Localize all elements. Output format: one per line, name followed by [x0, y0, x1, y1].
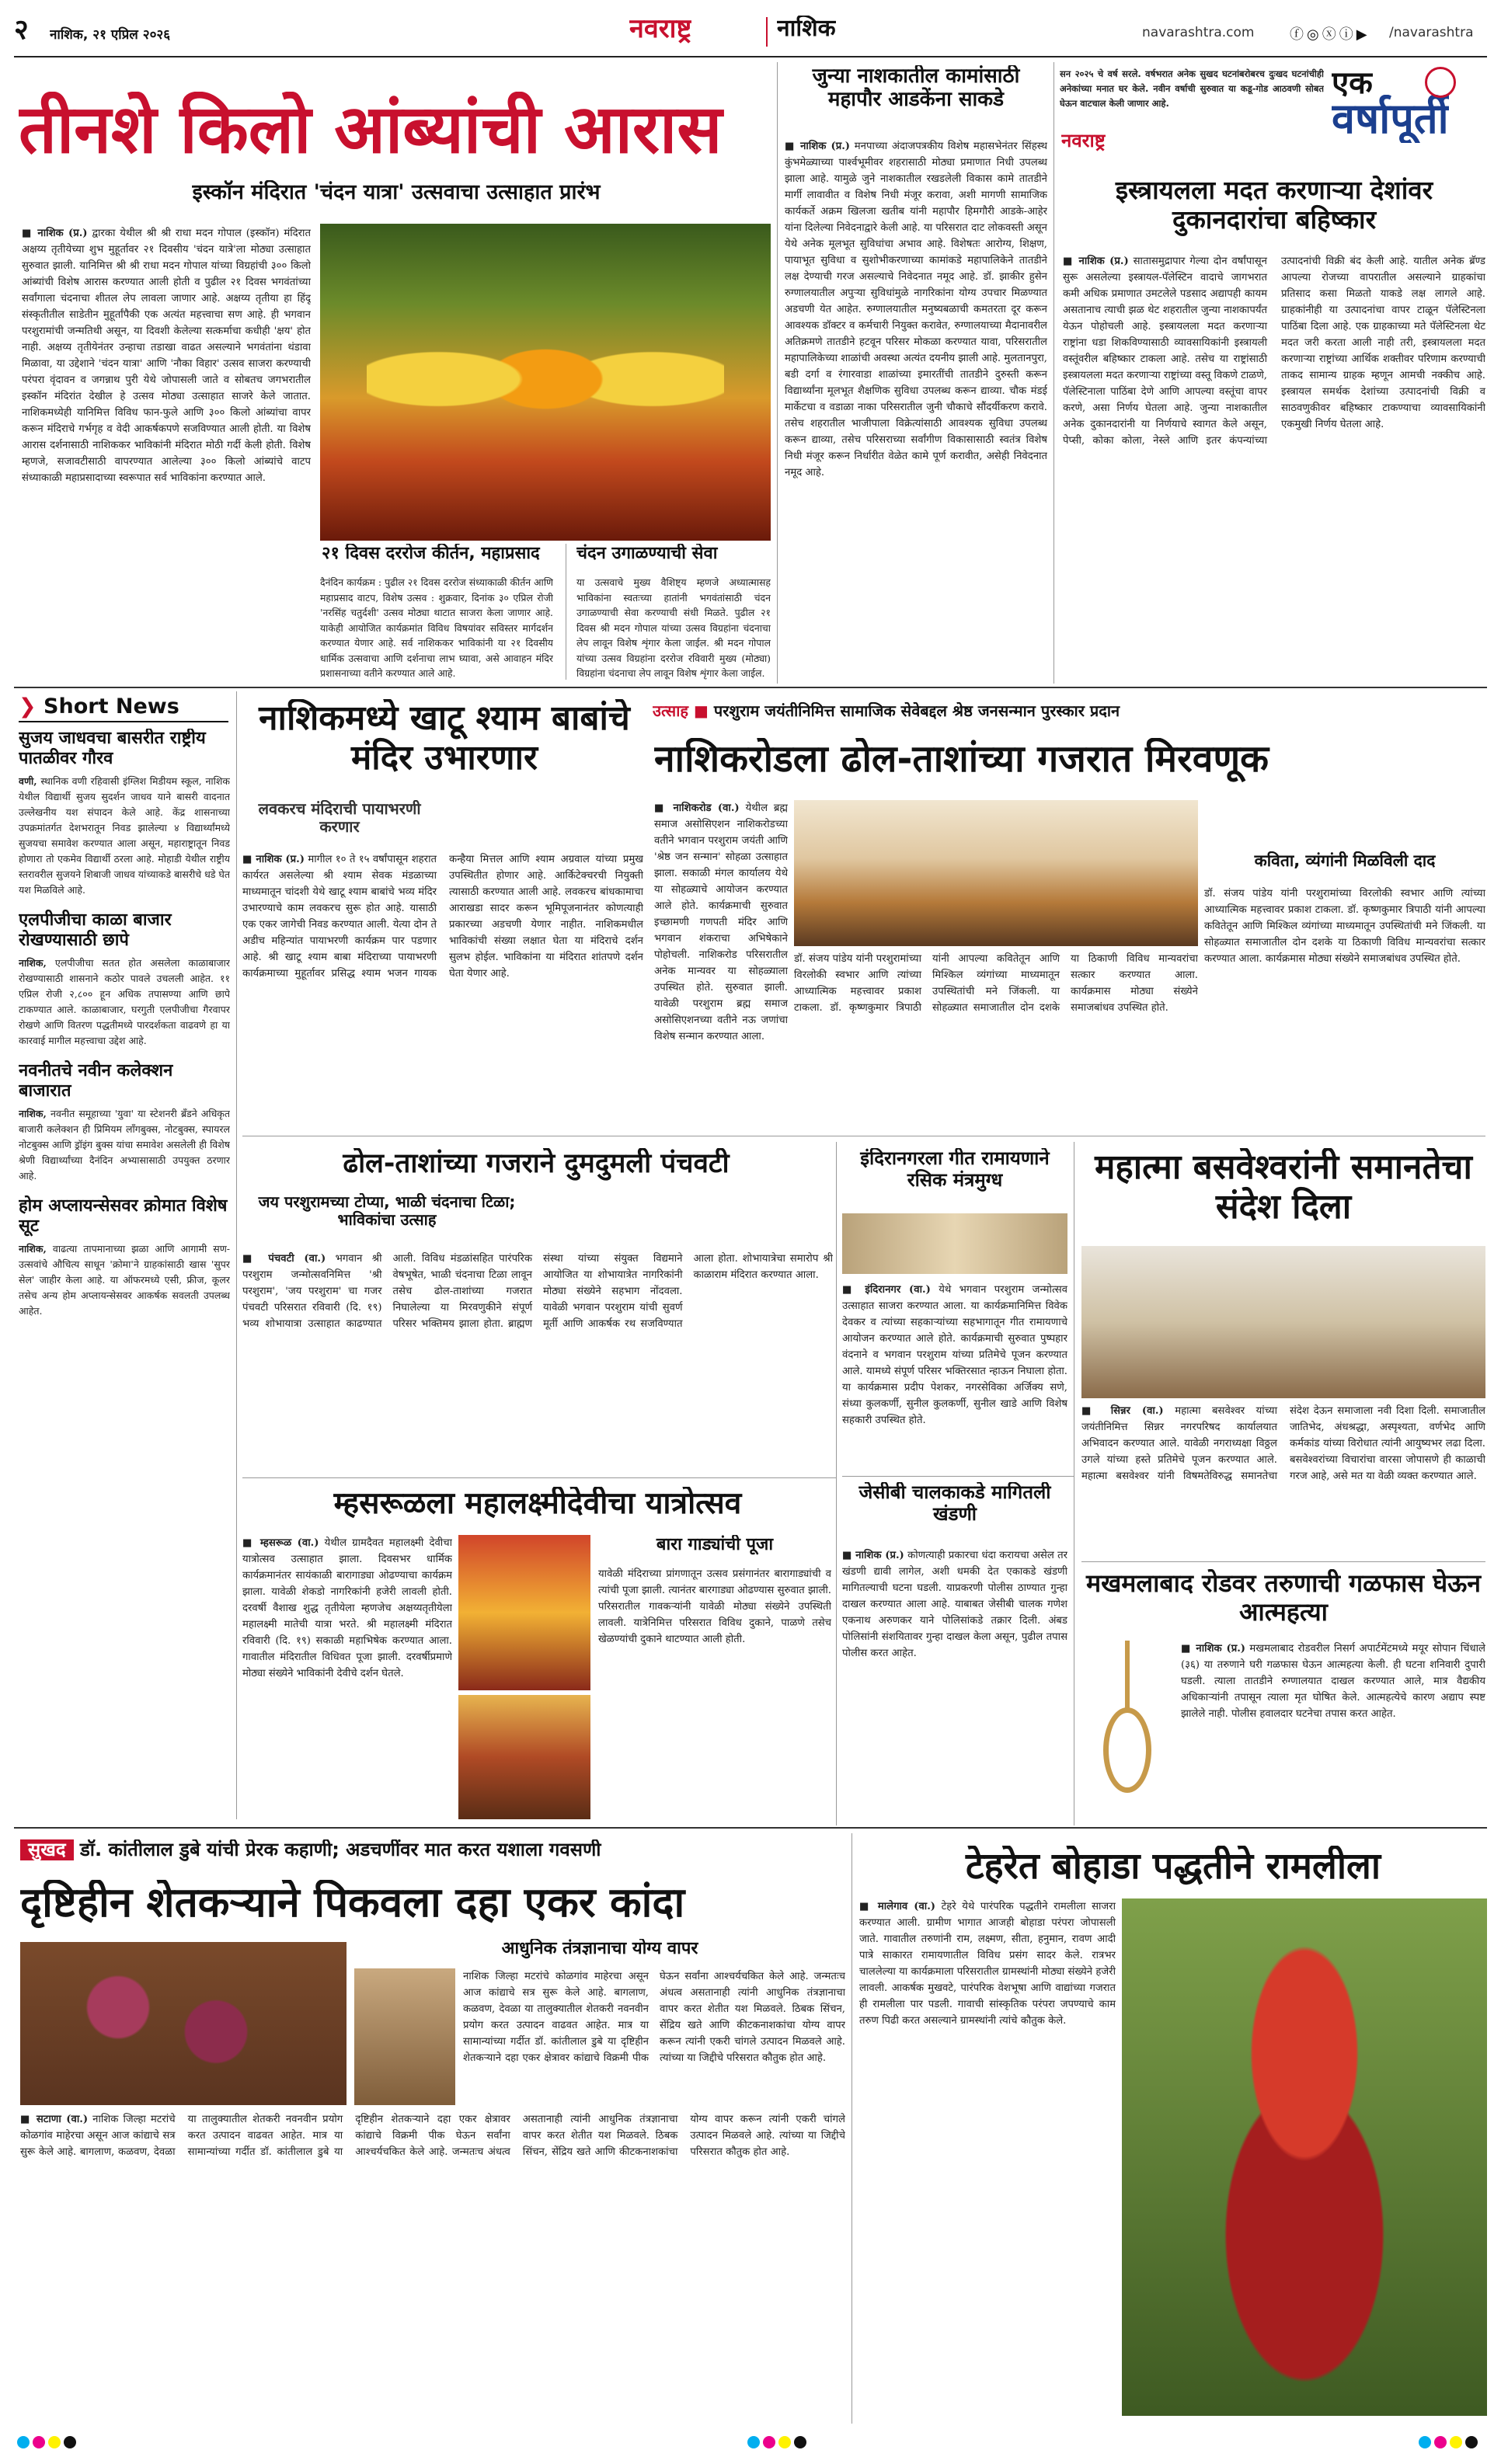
israel-headline: इस्त्रायलला मदत करणाऱ्या देशांवर दुकानदारांचा बहिष्कार	[1115, 176, 1433, 235]
basav-photo	[1081, 1246, 1485, 1398]
basav-headline: महात्मा बसवेश्वरांनी समानतेचा संदेश दिला	[1095, 1148, 1472, 1227]
poetry-body: डॉ. संजय पांडेय यांनी परशुरामांच्या विरलोकी स्वभार आणि त्यांच्या आध्यात्मिक महत्त्वावर प्रकाश टाकला. डॉ. कृष्णकुमार त्रिपाठी यांनी आपल्या कवितेतून आणि मिश्किल व्यंगांच्या माध्यमातून उपस्थितांची मने जिंकली. या सोहळ्यात समाजातील दोन दशके या ठिकाणी विविध मान्यवरांचा सत्कार करण्यात आला. कार्यक्रमास मोठ्या संख्येने समाजबांधव उपस्थित होते.	[1204, 888, 1485, 965]
malegaon-body: ■ मालेगाव (वा.) टेहरे येथे पारंपरिक पद्धतीने रामलीला साजरा करण्यात आली. ग्रामीण भागात आजही बोहाडा परंपरा जोपासली जाते. गावातील तरुणांनी राम, लक्ष्मण, सीता, हनुमान, रावण आदी पात्रे साकारत रामायणातील विविध प्रसंग सादर केले. रात्रभर चाललेल्या या कार्यक्रमाला परिसरातील ग्रामस्थांनी मोठ्या संख्येने हजेरी लावली. आकर्षक मुखवटे, पारंपरिक वेशभूषा आणि वाद्यांच्या गजरात ही रामलीला पार पडली. गावाची सांस्कृतिक परंपरा जपण्याचे काम तरुण पिढी करत असल्याने ग्रामस्थांनी त्यांचे कौतुक केले.	[859, 1901, 1116, 2027]
indira-body: ■ इंदिरानगर (वा.) येथे भगवान परशुराम जन्मोत्सव उत्साहात साजरा करण्यात आला. या कार्यक्रमानिमित्त विवेक देवकर व त्यांच्या सहकाऱ्यांच्या सहभागातून गीत रामायणाचे आयोजन करण्यात आले होते. कार्यक्रमाची सुरुवात पुष्पहार वंदनाने व भगवान परशुराम यांच्या प्रतिमेचे पूजन करण्यात आले. यामध्ये संपूर्ण परिसर भक्तिरसात न्हाऊन निघाला होता. या कार्यक्रमास प्रदीप पेशकर, नगरसेविका अर्जिक्य सणे, संध्या कुलकर्णी, सुनील कुलकर्णी, सुनील खाडे आणि विशेष सहकारी उपस्थित होते.	[842, 1284, 1067, 1426]
mayor-headline: जुन्या नाशकातील कामांसाठी महापौर आडकेंना साकडे	[812, 65, 1020, 111]
utsah-photo	[794, 800, 1198, 946]
anniversary-box	[1060, 62, 1487, 155]
anniversary-title-1: एक	[1332, 65, 1373, 101]
anniversary-text: सन २०२५ चे वर्ष सरले. वर्षभरात अनेक सुखद घटनांबरोबरच दुःखद घटनांचीही अनेकांच्या मनात घर केले. नवीन वर्षाची सुरुवात या कडू-गोड आठवणी सोबत घेऊन वाटचाल केली जाणार आहे.	[1060, 68, 1324, 109]
dhol-subhead: जय परशुरामच्या टोप्या, भाळी चंदनाचा टिळा; भाविकांचा उत्साह	[258, 1193, 516, 1229]
indira-photo	[842, 1213, 1067, 1274]
jcb-body: ■ नाशिक (प्र.) कोणत्याही प्रकारचा धंदा करायचा असेल तर खंडणी द्यावी लागेल, अशी धमकी देत एकाकडे खंडणी मागितल्याची घटना घडली. याप्रकरणी पोलीस ठाण्यात गुन्हा दाखल करण्यात आला आहे. याबाबत जेसीबी चालक गणेश एकनाथ अरुणकर याने पोलिसांकडे तक्रार दिली. अंबड पोलिसांनी संशयितावर गुन्हा दाखल केला असून, पुढील तपास पोलीस करत आहेत.	[842, 1550, 1067, 1659]
indira-headline: इंदिरानगरला गीत रामायणाने रसिक मंत्रमुग्ध	[860, 1148, 1050, 1191]
short-news-list	[19, 729, 230, 1815]
mango-body-a: दैनंदिन कार्यक्रम : पुढील २१ दिवस दररोज संध्याकाळी कीर्तन आणि महाप्रसाद वाटप, विशेष उत्सव : शुक्रवार, दिनांक ३० एप्रिल रोजी 'नरसिंह चतुर्दशी' उत्सव मोठ्या थाटात साजरा केला जाणार आहे. याकेही आयोजित कार्यक्रमांत विविध विषयांवर सविस्तर मार्गदर्शन करण्यात येणार आहे. सर्व नाशिककर भाविकांनी या २१ दिवसीय धार्मिक उत्सवाचा आणि दर्शनाचा लाभ घ्यावा, असे आवाहन मंदिर प्रशासनाच्या वतीने करण्यात आले आहे.	[320, 576, 553, 679]
page-date: नाशिक, २१ एप्रिल २०२६	[50, 27, 171, 43]
makhmal-headline: मखमलाबाद रोडवर तरुणाची गळफास घेऊन आत्महत्या	[1085, 1569, 1482, 1627]
masthead	[14, 9, 1487, 54]
mhasrul-caption: बारा गाड्यांची पूजा	[656, 1535, 774, 1554]
sukhad-banner: सुखद डॉ. कांतीलाल डुबे यांची प्रेरक कहाणी; अडचणींवर मात करत यशाला गवसणी	[20, 1839, 845, 1866]
short-news-column	[14, 691, 235, 1819]
dhol-body: ■ पंचवटी (वा.) भगवान श्री परशुराम जन्मोत्सवनिमित्त 'श्री परशुराम', 'जय परशुराम' चा गजर पंचवटी परिसरात रविवारी (दि. १९) भव्य शोभायात्रा उत्साहात काढण्यात आली. विविध मंडळांसहित पारंपरिक वेषभूषेत, भाळी चंदनाचा टिळा लावून तसेच ढोल-ताशांच्या गजरात निघालेल्या या मिरवणुकीने संपूर्ण परिसर भक्तिमय झाला होता. ब्राह्मण संस्था यांच्या संयुक्त विद्यमाने आयोजित या शोभायात्रेत नागरिकांनी मोठ्या संख्येने सहभाग नोंदवला. यावेळी भगवान परशुराम यांची सुवर्ण मूर्ती आणि आकर्षक रथ सजविण्यात आला होता. शोभायात्रेचा समारोप श्री काळाराम मंदिरात करण्यात आला.	[242, 1253, 833, 1330]
anniversary-emblem-icon	[1425, 67, 1456, 98]
brand-logo: नवराष्ट्र	[629, 14, 692, 44]
short-news-item: नवनीतचे नवीन कलेक्शन बाजारात नाशिक, नवनीत समूहाच्या 'युवा' या स्टेशनरी ब्रँडने अधिकृत बाजारी कलेक्शन ही प्रिमियम लाँगबुक्स, नोटबुक्स, स्पायरल नोटबुक्स आणि ड्रॉइंग बुक्स यांचा समावेश असलेली ही विशेष श्रेणी विद्यार्थ्यांच्या दैनंदिन अभ्यासासाठी उपयुक्त ठरणार आहे.	[19, 1061, 230, 1182]
khatu-body: ■ नाशिक (प्र.) मागील १० ते १५ वर्षांपासून शहरात कार्यरत असलेल्या श्री श्याम सेवक मंडळाच्या माध्यमातून चांदशी येथे खाटू श्याम बाबांचे भव्य मंदिर उभारण्याचे काम लवकरच सुरू होत आहे. यासाठी एक एकर जागेची निवड करण्यात आली. येत्या दोन ते अडीच महिन्यांत पायाभरणी कार्यक्रम पार पडणार आहे. श्री खाटू श्याम बाबा मंदिराच्या पायाभरणी कार्यक्रमाच्या मुहूर्तावर प्रसिद्ध श्याम भजन गायक कन्हैया मित्तल आणि श्याम अग्रवाल यांच्या प्रमुख उपस्थितीत होणार आहे. आर्किटेक्चरची नियुक्ती त्यासाठी करण्यात आली आहे. लवकरच बांधकामाचा आराखडा सादर करून भूमिपूजनानंतर कोणत्याही प्रकारच्या अडचणी येणार नाहीत. नाशिकमधील भाविकांची संख्या लक्षात घेता या मंदिराचे दर्शन सुलभ होईल. भाविकांना या मंदिरात शांतपणे दर्शन घेता येणार आहे.	[242, 854, 643, 980]
khatu-subhead: लवकरच मंदिराची पायाभरणी करणार	[258, 800, 421, 836]
social-handle[interactable]: /navarashtra	[1389, 25, 1474, 40]
social-icons[interactable]: ⓕ◎ⓧⓘ▶	[1290, 26, 1370, 43]
mango-caption-b: चंदन उगाळण्याची सेवा	[576, 544, 718, 563]
page-number: २	[14, 14, 29, 46]
site-url[interactable]: navarashtra.com	[1142, 25, 1255, 40]
edition-name: नाशिक	[777, 16, 836, 42]
utsah-body-cont: डॉ. संजय पांडेय यांनी परशुरामांच्या विरलोकी स्वभार आणि त्यांच्या आध्यात्मिक महत्त्वावर प्रकाश टाकला. डॉ. कृष्णकुमार त्रिपाठी यांनी आपल्या कवितेतून आणि मिश्किल व्यंगांच्या माध्यमातून उपस्थितांची मने जिंकली. या सोहळ्यात समाजातील दोन दशके या ठिकाणी विविध मान्यवरांचा सत्कार करण्यात आला. कार्यक्रमास मोठ्या संख्येने समाजबांधव उपस्थित होते.	[794, 953, 1198, 1014]
divider	[766, 17, 768, 47]
farmer-photo	[354, 1968, 455, 2105]
short-news-item: होम अप्लायन्सेसवर क्रोमात विशेष सूट नाशिक, वाढत्या तापमानाच्या झळा आणि आगामी सण-उत्सवांचे औचित्य साधून 'क्रोमा'ने ग्राहकांसाठी खास 'सुपर सेल' जाहीर केला आहे. या ऑफरमध्ये एसी, फ्रीज, कूलर तसेच अन्य होम अप्लायन्सेसवर आकर्षक सवलती उपलब्ध आहेत.	[19, 1196, 230, 1317]
basav-body: ■ सिन्नर (वा.) महात्मा बसवेश्वर यांच्या जयंतीनिमित्त सिन्नर नगरपरिषद कार्यालयात अभिवादन करण्यात आले. यावेळी नगराध्यक्षा विठ्ठल उगले यांच्या हस्ते प्रतिमेचे पूजन करण्यात आले. महात्मा बसवेश्वर यांनी विषमतेविरुद्ध समानतेचा संदेश देऊन समाजाला नवी दिशा दिली. समाजातील जातिभेद, अंधश्रद्धा, अस्पृश्यता, वर्णभेद आणि कर्मकांड यांच्या विरोधात त्यांनी आयुष्यभर लढा दिला. बसवेश्वरांच्या विचारांचा वारसा जोपासणे ही काळाची गरज आहे, असे मत या वेळी व्यक्त करण्यात आले.	[1081, 1405, 1485, 1482]
sukhad-subhead: आधुनिक तंत्रज्ञानाचा योग्य वापर	[501, 1939, 698, 1958]
short-news-title: ❯ Short News	[19, 694, 228, 722]
dhol-headline: ढोल-ताशांच्या गजराने दुमदुमली पंचवटी	[343, 1148, 730, 1179]
sukhad-body-right: नाशिक जिल्हा मटरांचे कोळगांव माहेरचा असून आज कांद्याचे सत्र सुरू केले आहे. बागलाण, कळवण, देवळा या तालुक्यातील शेतकरी नवनवीन प्रयोग करत उत्पादन वाढवत आहेत. मात्र या सामान्यांच्या गर्दीत डॉ. कांतीलाल डुबे या दृष्टिहीन शेतकऱ्याने दहा एकर क्षेत्रावर कांद्याचे विक्रमी पीक घेऊन सर्वांना आश्चर्यचकित केले आहे. जन्मतःच अंधत्व असतानाही त्यांनी आधुनिक तंत्रज्ञानाचा वापर करत शेतीत यश मिळवले. ठिबक सिंचन, सेंद्रिय खते आणि कीटकनाशकांचा योग्य वापर करून त्यांनी एकरी चांगले उत्पादन मिळवले आहे. त्यांच्या या जिद्दीचे परिसरात कौतुक होत आहे.	[463, 1971, 845, 2064]
utsah-body: ■ नाशिकरोड (वा.) येथील ब्रह्म समाज असोसिएशन नाशिकरोडच्या वतीने भगवान परशुराम जयंती आणि 'श्रेष्ठ जन सन्मान' सोहळा उत्साहात झाला. सकाळी मंगल कार्यालय येथे या सोहळ्याचे आयोजन करण्यात आले होते. कार्यक्रमाची सुरुवात इच्छामणी गणपती मंदिर आणि भगवान शंकराचा अभिषेकाने पोहोचली. नाशिकरोड परिसरातील अनेक मान्यवर या सोहळ्याला उपस्थित होते. सुरुवात झाली. यावेळी परशुराम ब्रह्म समाज असोसिएशनच्या वतीने नऊ जणांचा विशेष सन्मान करण्यात आला.	[654, 802, 788, 1042]
anniversary-brand: नवराष्ट्र	[1061, 131, 1106, 151]
print-registration-marks	[14, 2428, 1487, 2459]
sukhad-body: ■ सटाणा (वा.) नाशिक जिल्हा मटरांचे कोळगांव माहेरचा असून आज कांद्याचे सत्र सुरू केले आहे. बागलाण, कळवण, देवळा या तालुक्यातील शेतकरी नवनवीन प्रयोग करत उत्पादन वाढवत आहेत. मात्र या सामान्यांच्या गर्दीत डॉ. कांतीलाल डुबे या दृष्टिहीन शेतकऱ्याने दहा एकर क्षेत्रावर कांद्याचे विक्रमी पीक घेऊन सर्वांना आश्चर्यचकित केले आहे. जन्मतःच अंधत्व असतानाही त्यांनी आधुनिक तंत्रज्ञानाचा वापर करत शेतीत यश मिळवले. ठिबक सिंचन, सेंद्रिय खते आणि कीटकनाशकांचा योग्य वापर करून त्यांनी एकरी चांगले उत्पादन मिळवले आहे. त्यांच्या या जिद्दीचे परिसरात कौतुक होत आहे.	[20, 2114, 845, 2158]
mango-body-b: या उत्सवाचे मुख्य वैशिष्ट्य म्हणजे अध्यात्मासह भाविकांना स्वतःच्या हातांनी भगवंतांसाठी चंदन उगाळण्याची सेवा करण्याची संधी मिळते. पुढील २१ दिवस श्री मदन गोपाल यांच्या उत्सव विग्रहांना चंदनाचा लेप लावून विशेष शृंगार केला जाईल. श्री मदन गोपाल यांच्या उत्सव विग्रहांना दररोज रविवारी मुख्य (मोठ्या) विग्रहांना चंदनाचा लेप लावून विशेष शृंगार केला जाईल.	[576, 576, 771, 679]
mhasrul-photo-2	[458, 1695, 590, 1819]
noose-icon	[1081, 1641, 1175, 1819]
israel-body: ■ नाशिक (प्र.) सातासमुद्रापार गेल्या दोन वर्षांपासून सुरू असलेल्या इस्त्रायल-पॅलेस्टिन वादाचे जागभरात कमी अधिक प्रमाणात उमटलेले पडसाद अद्यापही कायम असतानाच त्याची झळ थेट शहरातील जुन्या नाशकापर्यंत येऊन पोहोचली आहे. इस्त्रायलला मदत करणाऱ्या राष्ट्रांना धडा शिकविण्यासाठी व्यावसायिकांनी इस्त्रायली वस्तूंवरील बहिष्कार टाकला आहे. तसेच या राष्ट्रांसाठी इस्त्रायलला मदत करणाऱ्या राष्ट्रांच्या वस्तू विकणे टाळणे, पॅलेस्टिनाला पाठिंबा देणे आणि आपल्या वस्तूंचा वापर करणे, असा निर्णय घेतला आहे. जुन्या नाशकातील अनेक दुकानदारांनी या निर्णयाचे स्वागत केले असून, पेप्सी, कोका कोला, नेस्ले आणि इतर कंपन्यांच्या उत्पादनांची विक्री बंद केली आहे. यातील अनेक ब्रॅण्ड आपल्या रोजच्या वापरातील असल्याने ग्राहकांचा प्रतिसाद कसा मिळतो याकडे लक्ष लागले आहे. ग्राहकांनीही या उत्पादनांचा वापर टाळून पॅलेस्टिनला पाठिंबा दिला आहे. एक ग्राहकाच्या मते पॅलेस्टिनला थेट मदत जरी करता आली नाही तरी, इस्त्रायलला मदत करणाऱ्या राष्ट्रांच्या आर्थिक शक्तीवर परिणाम करण्याची ताकद सामान्य ग्राहक म्हणून आमची नक्कीच आहे. इस्त्रायल समर्थक देशांच्या उत्पादनांची विक्री व साठवणुकीवर बहिष्कार टाकण्याचा व्यावसायिकांनी एकमुखी निर्णय घेतला आहे.	[1063, 256, 1485, 447]
poetry-subhead: कविता, व्यंगांनी मिळविली दाद	[1254, 851, 1436, 870]
mango-photo	[320, 224, 771, 541]
sukhad-headline: दृष्टिहीन शेतकऱ्याने पिकवला दहा एकर कांदा	[20, 1880, 685, 1926]
mhasrul-caption-body: यावेळी मंदिराच्या प्रांगणातून उत्सव प्रसंगानंतर बारागाड्यांची व त्यांची पूजा झाली. त्यानंतर बारगाड्या ओढण्यास सुरुवात झाली. परिसरातील गावकऱ्यांनी यावेळी मोठ्या संख्येने उपस्थिती लावली. यात्रेनिमित्त परिसरात विविध दुकाने, पाळणे तसेच खेळण्यांची दुकाने थाटण्यात आली होती.	[598, 1568, 831, 1645]
khatu-headline: नाशिकमध्ये खाटू श्याम बाबांचे मंदिर उभारणार	[259, 699, 630, 778]
ramlila-photo	[1122, 1898, 1487, 2416]
onion-photo	[20, 1942, 347, 2105]
mhasrul-body: ■ म्हसरूळ (वा.) येथील ग्रामदैवत महालक्ष्मी देवीचा यात्रोत्सव उत्साहात झाला. दिवसभर धार्मिक कार्यक्रमानंतर सायंकाळी बारागाड्या ओढण्याचा कार्यक्रम झाला. यावेळी शेकडो नागरिकांनी हजेरी लावली होती. दरवर्षी वैशाख शुद्ध तृतीयेला म्हणजेच अक्षय्यतृतीयेला महालक्ष्मी मातेची यात्रा भरते. श्री महालक्ष्मी मंदिरात रविवारी (दि. १९) सकाळी महाभिषेक करण्यात आला. गावातील मंदिरातील विधिवत पूजा झाली. दरवर्षीप्रमाणे मोठ्या संख्येने भाविकांनी देवीचे दर्शन घेतले.	[242, 1537, 452, 1679]
utsah-banner: उत्साह ■ परशुराम जयंतीनिमित्त सामाजिक सेवेबद्दल श्रेष्ठ जनसन्मान पुरस्कार प्रदान	[653, 702, 1120, 720]
mayor-body: ■ नाशिक (प्र.) मनपाच्या अंदाजपत्रकीय विशेष महासभेनंतर सिंहस्थ कुंभमेळ्याच्या पार्श्वभूमीवर शहरासाठी मोठ्या प्रमाणात निधी उपलब्ध झाला आहे. यामुळे जुने नाशकातील रखडलेली विकास कामे तातडीने मार्गी लावावीत व विशेष निधी मंजूर करावा, अशी मागणी सामाजिक कार्यकर्ते अक्रम खिलजा खतीब यांनी महापौर हिमगौरी आडके-आहेर यांना दिलेल्या निवेदनाद्वारे केली आहे. या परिसरात दाट लोकवस्ती असून येथे अनेक मूलभूत सुविधांचा अभाव आहे. विशेषतः आरोग्य, शिक्षण, पायाभूत सुविधा व सुशोभीकरणाच्या कामांकडे महापालिकेने तातडीने लक्ष देण्याची गरज असल्याचे निवेदनात नमूद आहे. डॉ. झाकीर हुसेन रुग्णालयातील अपुऱ्या सुविधांमुळे नागरिकांना योग्य उपचार मिळण्यात अडचणी येत आहेत. रुग्णालयातील मनुष्यबळाची कमतरता दूर करून आवश्यक डॉक्टर व कर्मचारी नियुक्त करावेत, रुग्णालयाच्या मैदानावरील अतिक्रमणे तातडीने हटवून परिसर मोकळा करण्यात यावा, परिसरातील महापालिकेच्या शाळांची अवस्था अत्यंत दयनीय झाली आहे. मुलतानपुरा, बडी दर्गा व रंगारवाडा शाळांच्या इमारतींची तातडीने दुरुस्ती करून विद्यार्थ्यांना मूलभूत शैक्षणिक सुविधा उपलब्ध करून द्याव्या. चौक मंडई मार्केटचा व वडाळा नाका परिसरातील जुनी चौकाचे सौंदर्यीकरण करावे. तसेच शहरातील भाजीपाला विक्रेत्यांसाठी आवश्यक सुविधा उपलब्ध करून द्याव्या, तसेच परिसराच्या सर्वांगीण विकासासाठी स्वतंत्र विशेष निधी मंजूर करून निर्धारीत वेळेत कामे पूर्ण करावीत, असेही निवेदनात नमूद आहे.	[785, 141, 1047, 479]
mango-subhead: इस्कॉन मंदिरात 'चंदन यात्रा' उत्सवाचा उत्साहात प्रारंभ	[192, 180, 601, 204]
short-news-item: एलपीजीचा काळा बाजार रोखण्यासाठी छापे नाशिक, एलपीजीचा सतत होत असलेला काळाबाजार रोखण्यासाठी शासनाने कठोर पावले उचलली आहेत. ११ एप्रिल रोजी २,८०० हून अधिक तपासण्या आणि छापे टाकण्यात आले. काळाबाजार, घरगुती एलपीजीचा गैरवापर रोखणे आणि वितरण पद्धतीमध्ये पारदर्शकता वाढवणे हा या कारवाई मागील महत्त्वाचा उद्देश आहे.	[19, 910, 230, 1046]
short-news-item: सुजय जाधवचा बासरीत राष्ट्रीय पातळीवर गौरव वणी, स्थानिक वणी रहिवासी इंग्लिश मिडीयम स्कूल, नाशिक येथील विद्यार्थी सुजय सुदर्शन जाधव याने बासरी वादनात उल्लेखनीय यश संपादन केले आहे. केंद्र शासनाच्या उपक्रमांतर्गत देशभरातून निवड झालेल्या ४ विद्यार्थ्यांमध्ये सुजयचा समावेश करण्यात आला असून, महाराष्ट्रातून निवड होणारा तो एकमेव विद्यार्थी ठरला आहे. मोहाडी येथील राष्ट्रीय स्तरावरील सुजयने शिबाजी जाधव यांच्याकडे बासरीचे धडे घेत यश मिळविले आहे.	[19, 729, 230, 896]
mango-body: ■ नाशिक (प्र.) द्वारका येथील श्री श्री राधा मदन गोपाल (इस्कॉन) मंदिरात अक्षय्य तृतीयेच्या शुभ मुहूर्तावर २१ दिवसीय 'चंदन यात्रे'ला मोठ्या उत्साहात सुरुवात झाली. यानिमित्त श्री श्री राधा मदन गोपाल यांच्या विग्रहांची ३०० किलो आंब्यांची विशेष आरास करण्यात आली होती व पुढील २१ दिवस भगवंतांच्या सर्वांगाला चंदनाचा शीतल लेप लावला जाणार आहे. अक्षय्य तृतीया हा हिंदू संस्कृतीतील साडेतीन मुहूर्तांपैकी एक अत्यंत महत्त्वाचा सण आहे. ही भगवान परशुरामांची जन्मतिथी असून, या दिवशी केलेल्या सत्कर्माचा कधीही 'क्षय' होत नाही. अक्षय्य तृतीयेनंतर उन्हाचा तडाखा वाढत असल्याने भगवंतांना थंडावा मिळावा, या उद्देशाने 'चंदन यात्रा' आणि 'नौका विहार' उत्सव साजरा करण्याची परंपरा वृंदावन व जगन्नाथ पुरी येथे जोपासली जाते व सोबतच जगभरातील इस्कॉन मंदिरांत देखील हे उत्सव मोठ्या उत्साहात साजरे केले जातात. नाशिकमध्येही यानिमित्त विविध फान-फुले आणि ३०० किलो आंब्यांचा वापर करून मंदिराचे गर्भगृह व वेदी आकर्षकपणे सजविण्यात आली होती. या विशेष आरास दर्शनासाठी नाशिककर भाविकांनी मंदिरात मोठी गर्दी केली होती. विशेष म्हणजे, सजावटीसाठी वापरण्यात आलेल्या ३०० किलो आंब्यांचे वाटप संध्याकाळी महाप्रसादाच्या स्वरूपात सर्व भाविकांना करण्यात आले.	[22, 228, 311, 484]
mango-caption-a: २१ दिवस दररोज कीर्तन, महाप्रसाद	[322, 544, 540, 563]
utsah-headline: नाशिकरोडला ढोल-ताशांच्या गजरात मिरवणूक	[654, 738, 1269, 781]
anniversary-title-2: वर्षापूर्ती	[1332, 95, 1449, 143]
mhasrul-photo	[458, 1535, 590, 1690]
mango-headline: तीनशे किलो आंब्यांची आरास	[19, 92, 723, 169]
makhmal-body: ■ नाशिक (प्र.) मखमलाबाद रोडवरील निसर्ग अपार्टमेंटमध्ये मयूर सोपान चिंधाले (३६) या तरुणाने घरी गळफास घेऊन आत्महत्या केली. ही घटना शनिवारी दुपारी घडली. त्याला तातडीने रुग्णालयात दाखल करण्यात आले, मात्र वैद्यकीय अधिकाऱ्यांनी तपासून त्याला मृत घोषित केले. आत्महत्येचे कारण अद्याप स्पष्ट झालेले नाही. पोलीस हवालदार घटनेचा तपास करत आहेत.	[1181, 1643, 1485, 1720]
jcb-headline: जेसीबी चालकाकडे मागितली खंडणी	[858, 1482, 1051, 1525]
mhasrul-headline: म्हसरूळला महालक्ष्मीदेवीचा यात्रोत्सव	[333, 1487, 742, 1521]
chevron-right-icon: ❯	[19, 694, 37, 719]
malegaon-headline: टेहरेत बोहाडा पद्धतीने रामलीला	[965, 1846, 1381, 1888]
